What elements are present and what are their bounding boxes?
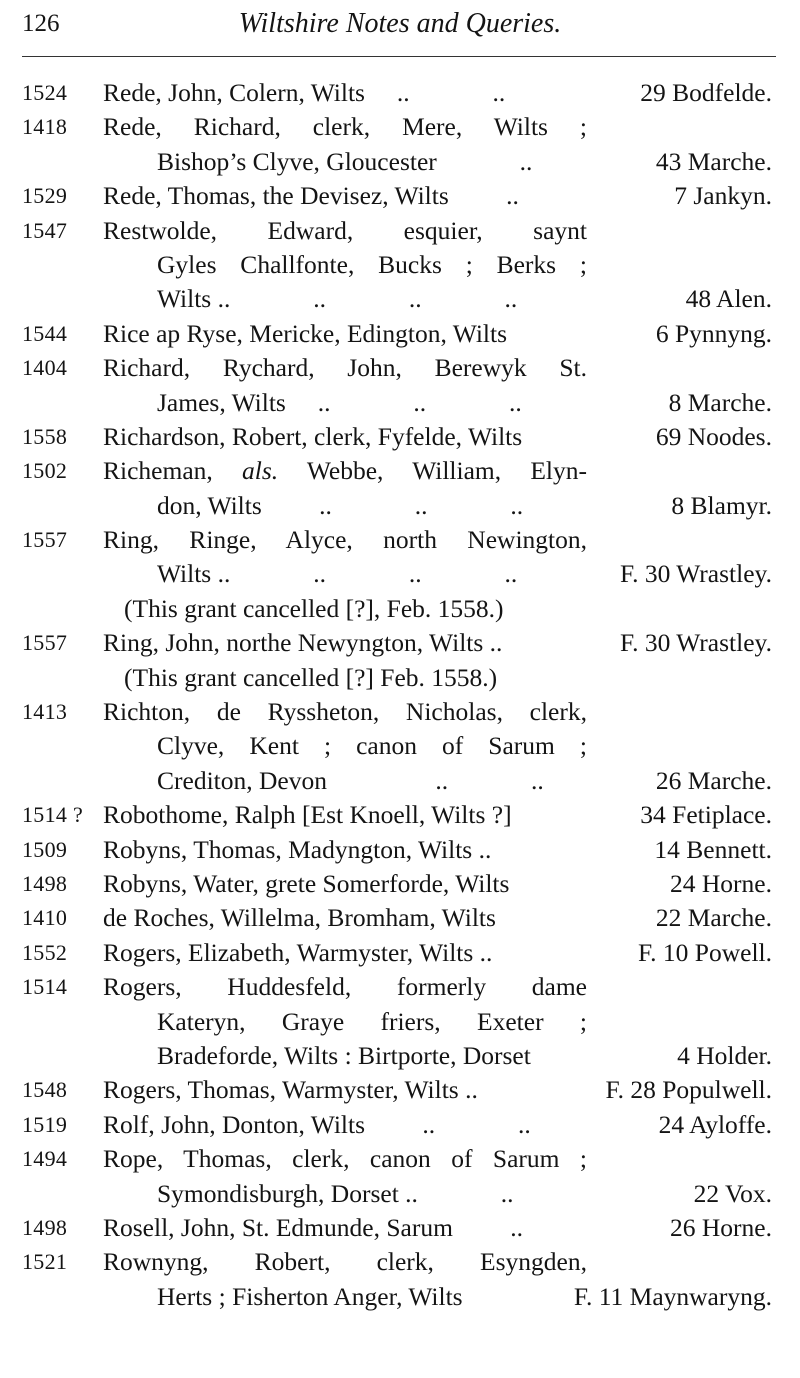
entry-line: [0, 1039, 800, 1073]
entry: [0, 454, 800, 523]
entry-line: [0, 1280, 800, 1314]
entry-line: [0, 1245, 800, 1279]
entry-year: 1418: [22, 114, 68, 140]
entry-text: Rede, Richard, clerk, Mere, Wilts ;: [103, 112, 587, 142]
entry-text: Robothome, Ralph [Est Knoell, Wilts ?]: [103, 800, 512, 830]
entry-text: Rice ap Ryse, Mericke, Edington, Wilts: [103, 318, 507, 348]
entry-line: [0, 179, 800, 213]
entry: [0, 1142, 800, 1211]
header-rule: [22, 56, 776, 57]
entry-year: 1548: [22, 1077, 68, 1103]
entry: [0, 110, 800, 179]
entry-note: (This grant cancelled [?] Feb. 1558.): [124, 662, 498, 692]
entry-text: Richeman, als. Webbe, William, Elyn-: [103, 456, 587, 486]
entry: [0, 1073, 800, 1107]
entry-line: [0, 282, 800, 316]
entry: [0, 179, 800, 213]
page-header: [0, 4, 800, 44]
entry-text: Symondisburgh, Dorset .. ..: [157, 1178, 514, 1208]
entry-text: Kateryn, Graye friers, Exeter ;: [157, 1006, 587, 1036]
entry-line: [0, 970, 800, 1004]
entry-text: Rogers, Thomas, Warmyster, Wilts ..: [103, 1075, 478, 1105]
entry-reference: 8 Marche.: [668, 387, 772, 417]
entry: [0, 936, 800, 970]
entry-year: 1502: [22, 458, 68, 484]
entry: [0, 523, 800, 626]
entry-line: [0, 317, 800, 351]
entry: [0, 833, 800, 867]
entry-line: [0, 454, 800, 488]
entry-note-line: [0, 592, 800, 626]
entry: [0, 695, 800, 798]
entry-list: [0, 76, 800, 1314]
entry-reference: 29 Bodfelde.: [640, 78, 772, 107]
entry-line: [0, 248, 800, 282]
entry-reference: 69 Noodes.: [655, 421, 772, 451]
entry-year: 1557: [22, 527, 68, 553]
entry-reference: 26 Marche.: [655, 765, 772, 795]
entry-year: 1498: [22, 1214, 68, 1240]
entry-line: [0, 1177, 800, 1211]
entry-line: [0, 214, 800, 248]
entry-text: Robyns, Water, grete Somerforde, Wilts: [103, 868, 510, 898]
entry-year: 1509: [22, 836, 68, 862]
entry-line: [0, 110, 800, 144]
entry-reference: 43 Marche.: [655, 146, 772, 176]
entry-line: [0, 1211, 800, 1245]
entry-line: [0, 764, 800, 798]
entry-line: [0, 729, 800, 763]
entry-text: Rede, John, Colern, Wilts .. ..: [103, 78, 506, 107]
entry-reference: 24 Horne.: [670, 868, 772, 898]
entry-line: [0, 145, 800, 179]
entry-text: Robyns, Thomas, Madyngton, Wilts ..: [103, 834, 492, 864]
entry-note-line: [0, 661, 800, 695]
entry-year: 1494: [22, 1146, 68, 1172]
entry-text: Wilts .. .. .. ..: [157, 559, 518, 589]
entry-year: 1552: [22, 939, 68, 965]
entry-reference: 22 Marche.: [655, 903, 772, 933]
entry-line: [0, 1005, 800, 1039]
entry-line: [0, 351, 800, 385]
entry-text: Rolf, John, Donton, Wilts .. ..: [103, 1109, 531, 1139]
entry-year: 1514: [22, 974, 68, 1000]
entry-text: Rede, Thomas, the Devisez, Wilts ..: [103, 181, 519, 211]
entry: [0, 76, 800, 110]
running-title: Wiltshire Notes and Queries.: [238, 8, 562, 39]
entry-text: Richard, Rychard, John, Berewyk St.: [103, 353, 587, 383]
entry-year: 1498: [22, 870, 68, 896]
entry-line: [0, 1073, 800, 1107]
entry-reference: F. 30 Wrastley.: [619, 628, 772, 658]
entry-reference: F. 30 Wrastley.: [619, 559, 772, 589]
entry-line: [0, 833, 800, 867]
entry-reference: F. 28 Populwell.: [605, 1075, 772, 1105]
entry-year: 1410: [22, 905, 68, 931]
entry-line: [0, 901, 800, 935]
entry-reference: 6 Pynnyng.: [655, 318, 772, 348]
entry: [0, 867, 800, 901]
entry-line: [0, 1108, 800, 1142]
entry-year: 1413: [22, 699, 68, 725]
entry-text: Richton, de Ryssheton, Nicholas, clerk,: [103, 697, 587, 727]
entry-text: Ring, Ringe, Alyce, north Newington,: [103, 525, 587, 555]
entry-year: 1514 ?: [22, 802, 84, 828]
entry-text: Restwolde, Edward, esquier, saynt: [103, 215, 587, 245]
entry: [0, 626, 800, 695]
entry-text: Crediton, Devon .. ..: [157, 765, 544, 795]
entry-text: Clyve, Kent ; canon of Sarum ;: [157, 731, 587, 761]
entry-reference: 8 Blamyr.: [671, 490, 772, 520]
entry-reference: 22 Vox.: [693, 1178, 772, 1208]
entry: [0, 970, 800, 1073]
entry-reference: 14 Bennett.: [654, 834, 772, 864]
entry-line: [0, 867, 800, 901]
entry-text: Wilts .. .. .. ..: [157, 284, 518, 314]
entry-text: James, Wilts .. .. ..: [157, 387, 522, 417]
entry-reference: 34 Fetiplace.: [640, 800, 772, 830]
entry-line: [0, 489, 800, 523]
entry: [0, 214, 800, 317]
entry: [0, 901, 800, 935]
entry-line: [0, 76, 800, 110]
entry-year: 1544: [22, 320, 68, 346]
entry-year: 1521: [22, 1249, 68, 1275]
entry-note: (This grant cancelled [?], Feb. 1558.): [124, 593, 504, 623]
entry-reference: 24 Ayloffe.: [658, 1109, 772, 1139]
entry-text: Richardson, Robert, clerk, Fyfelde, Wilts: [103, 421, 523, 451]
entry: [0, 1245, 800, 1314]
entry-line: [0, 1142, 800, 1176]
entry-line: [0, 798, 800, 832]
entry-year: 1529: [22, 183, 68, 209]
entry-reference: 7 Jankyn.: [674, 181, 772, 211]
entry-reference: F. 10 Powell.: [638, 937, 772, 967]
entry-text: Rownyng, Robert, clerk, Esyngden,: [103, 1247, 587, 1277]
entry-text: Herts ; Fisherton Anger, Wilts: [157, 1281, 463, 1311]
page-number: 126: [22, 10, 60, 37]
entry-line: [0, 936, 800, 970]
entry-text: don, Wilts .. .. ..: [157, 490, 524, 520]
entry-text: Gyles Challfonte, Bucks ; Berks ;: [157, 249, 587, 279]
entry-year: 1557: [22, 630, 68, 656]
entry: [0, 351, 800, 420]
entry-line: [0, 386, 800, 420]
entry-text: Rope, Thomas, clerk, canon of Sarum ;: [103, 1144, 587, 1174]
entry: [0, 420, 800, 454]
entry-line: [0, 420, 800, 454]
entry-text: Bishop’s Clyve, Gloucester ..: [157, 146, 533, 176]
entry-year: 1404: [22, 355, 68, 381]
entry-text: Bradeforde, Wilts : Birtporte, Dorset: [157, 1040, 531, 1070]
entry-text: Ring, John, northe Newyngton, Wilts ..: [103, 628, 503, 658]
entry-line: [0, 695, 800, 729]
entry-year: 1547: [22, 217, 68, 243]
entry: [0, 798, 800, 832]
entry: [0, 317, 800, 351]
entry-line: [0, 626, 800, 660]
entry: [0, 1108, 800, 1142]
entry-reference: F. 11 Maynwaryng.: [573, 1281, 772, 1311]
entry-line: [0, 557, 800, 591]
entry-text: Rogers, Huddesfeld, formerly dame: [103, 972, 587, 1002]
entry-year: 1519: [22, 1111, 68, 1137]
entry: [0, 1211, 800, 1245]
entry-reference: 26 Horne.: [670, 1212, 772, 1242]
entry-year: 1558: [22, 423, 68, 449]
entry-year: 1524: [22, 80, 68, 105]
entry-text: Rogers, Elizabeth, Warmyster, Wilts ..: [103, 937, 493, 967]
entry-text: de Roches, Willelma, Bromham, Wilts: [103, 903, 496, 933]
entry-reference: 4 Holder.: [677, 1040, 772, 1070]
entry-text: Rosell, John, St. Edmunde, Sarum ..: [103, 1212, 524, 1242]
entry-line: [0, 523, 800, 557]
entry-reference: 48 Alen.: [685, 284, 772, 314]
